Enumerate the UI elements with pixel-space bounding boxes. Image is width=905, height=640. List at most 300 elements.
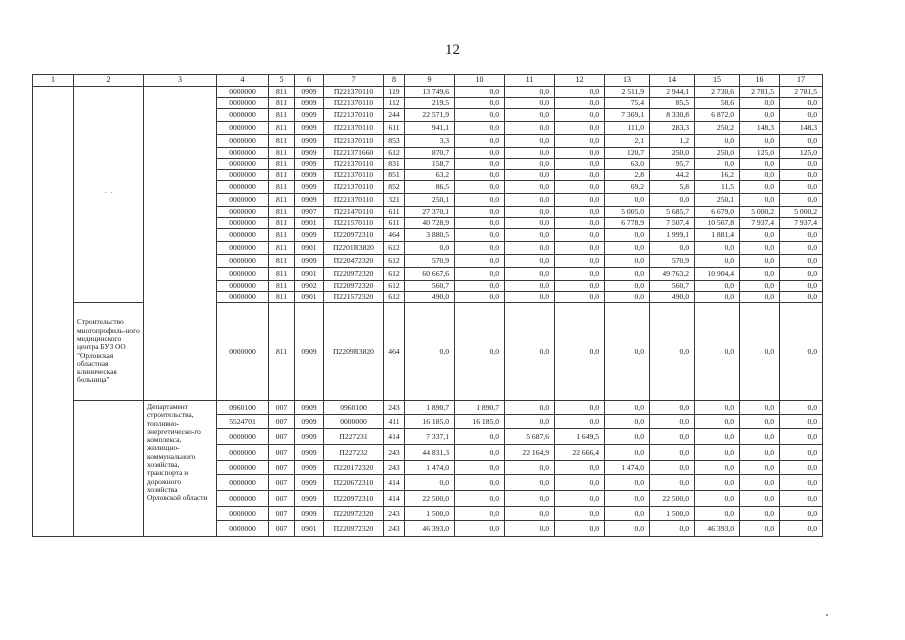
table-cell: 0,0	[555, 229, 605, 242]
table-cell: 250,1	[695, 194, 740, 207]
department-label	[144, 401, 217, 537]
table-cell: 0,0	[650, 415, 695, 429]
table-cell: 5 000,2	[780, 207, 823, 218]
table-cell: 16,2	[695, 170, 740, 181]
table-cell: 7 337,1	[405, 429, 455, 445]
table-cell: 0,0	[455, 429, 505, 445]
table-cell: П220972310	[324, 229, 384, 242]
table-cell: 0,0	[455, 255, 505, 268]
table-cell: 811	[269, 303, 295, 401]
table-cell: 6 778,9	[605, 218, 650, 229]
table-cell: 611	[384, 122, 405, 135]
table-cell: 7 369,1	[605, 109, 650, 122]
table-cell: 0,0	[505, 521, 555, 537]
table-cell: П220972320	[324, 521, 384, 537]
table-cell: 0909	[295, 181, 324, 194]
table-cell: П221370110	[324, 135, 384, 148]
table-cell: 0,0	[605, 491, 650, 507]
table-cell: 0,0	[455, 303, 505, 401]
table-cell: 6 679,0	[695, 207, 740, 218]
table-cell: 219,5	[405, 98, 455, 109]
table-cell: 0,0	[780, 109, 823, 122]
table-cell: 0,0	[740, 507, 780, 521]
table-cell: 811	[269, 148, 295, 159]
table-cell: 0,0	[780, 415, 823, 429]
table-cell: 0901	[295, 292, 324, 303]
table-cell: 1 500,0	[405, 507, 455, 521]
table-cell: 0,0	[505, 401, 555, 415]
table-cell: П221370110	[324, 194, 384, 207]
table-body	[33, 75, 823, 537]
table-cell: 158,7	[405, 159, 455, 170]
table-cell: 0,0	[740, 415, 780, 429]
table-cell: 10 904,4	[695, 268, 740, 281]
table-cell: 612	[384, 242, 405, 255]
table-cell: 007	[269, 491, 295, 507]
table-cell: 244	[384, 109, 405, 122]
table-cell: 0,0	[695, 429, 740, 445]
table-cell: 5 005,0	[605, 207, 650, 218]
table-cell: 0,0	[780, 401, 823, 415]
table-cell: П221370110	[324, 170, 384, 181]
table-cell: 0000000	[217, 491, 269, 507]
table-cell: 0,0	[780, 281, 823, 292]
table-cell: 1 881,4	[695, 229, 740, 242]
table-cell: 0,0	[455, 292, 505, 303]
table-cell: 0,0	[505, 303, 555, 401]
table-cell: 0,0	[605, 194, 650, 207]
table-cell: 0,0	[695, 461, 740, 475]
table-cell: 0000000	[217, 207, 269, 218]
table-cell: 464	[384, 303, 405, 401]
table-cell: 411	[384, 415, 405, 429]
table-cell: 0,0	[505, 229, 555, 242]
table-cell: 0909	[295, 98, 324, 109]
table-cell: 0909	[295, 401, 324, 415]
table-cell: 0,0	[505, 194, 555, 207]
table-cell: 0,0	[650, 401, 695, 415]
table-cell: 0,0	[780, 135, 823, 148]
table-cell: 490,0	[650, 292, 695, 303]
table-cell: 0,0	[555, 218, 605, 229]
table-cell: 6 872,0	[695, 109, 740, 122]
table-cell: 0,0	[455, 148, 505, 159]
table-cell: 1,2	[650, 135, 695, 148]
table-cell: 0,0	[740, 292, 780, 303]
table-cell: 811	[269, 255, 295, 268]
table-cell: 0,0	[740, 229, 780, 242]
table-cell: 125,0	[780, 148, 823, 159]
table-cell: 007	[269, 507, 295, 521]
table-cell: 3 880,5	[405, 229, 455, 242]
table-cell: 007	[269, 445, 295, 461]
table-cell: 811	[269, 109, 295, 122]
table-cell: 0909	[295, 415, 324, 429]
table-cell: 60 667,6	[405, 268, 455, 281]
table-cell: 0,0	[555, 303, 605, 401]
table-cell: 0909	[295, 159, 324, 170]
table-cell: 0,0	[695, 281, 740, 292]
table-cell: 0,0	[740, 475, 780, 491]
table-cell: 811	[269, 135, 295, 148]
table-cell: 0,0	[780, 445, 823, 461]
table-cell: 0,0	[505, 181, 555, 194]
table-cell: 0,0	[505, 207, 555, 218]
column-number: 10	[455, 75, 505, 87]
column-2-cell	[74, 87, 144, 303]
table-cell: 0000000	[217, 475, 269, 491]
table-cell: 0,0	[555, 401, 605, 415]
table-cell: 49 763,2	[650, 268, 695, 281]
table-cell: 63,2	[405, 170, 455, 181]
table-cell: 811	[269, 122, 295, 135]
table-cell: 0000000	[217, 218, 269, 229]
table-cell: 0,0	[695, 242, 740, 255]
table-cell: 0,0	[695, 135, 740, 148]
table-cell: 811	[269, 194, 295, 207]
table-cell: 0,0	[555, 170, 605, 181]
table-cell: 0,0	[780, 255, 823, 268]
scan-marks: · ·	[103, 188, 114, 200]
table-cell: 0000000	[217, 229, 269, 242]
table-cell: 2 781,5	[740, 87, 780, 98]
table-cell: 0901	[295, 521, 324, 537]
table-cell: 611	[384, 218, 405, 229]
table-cell: 612	[384, 281, 405, 292]
table-cell: 0909	[295, 461, 324, 475]
table-cell: П221572320	[324, 292, 384, 303]
table-cell: 0,0	[740, 429, 780, 445]
table-cell: 86,5	[405, 181, 455, 194]
table-cell: 243	[384, 507, 405, 521]
table-cell: 250,2	[695, 122, 740, 135]
table-cell: 0,0	[780, 461, 823, 475]
table-cell: 0,0	[455, 181, 505, 194]
table-cell: 0000000	[217, 461, 269, 475]
table-cell: 0,0	[555, 521, 605, 537]
table-cell: 1 500,0	[650, 507, 695, 521]
table-cell: 0,0	[740, 255, 780, 268]
column-number: 8	[384, 75, 405, 87]
table-cell: 0,0	[780, 292, 823, 303]
table-cell: 0000000	[217, 429, 269, 445]
table-cell: 0907	[295, 207, 324, 218]
table-cell: 0,0	[780, 507, 823, 521]
table-cell: 22 500,0	[405, 491, 455, 507]
column-number: 9	[405, 75, 455, 87]
table-cell: 148,3	[780, 122, 823, 135]
table-cell: 75,4	[605, 98, 650, 109]
table-cell: 11,5	[695, 181, 740, 194]
table-cell: 283,3	[650, 122, 695, 135]
table-cell: 0000000	[217, 170, 269, 181]
table-cell: 0,0	[555, 475, 605, 491]
table-cell: 22 164,9	[505, 445, 555, 461]
table-cell: П220472320	[324, 255, 384, 268]
table-cell: П2209R3820	[324, 303, 384, 401]
page-number: 12	[445, 42, 460, 58]
table-cell: 0,0	[555, 194, 605, 207]
table-cell: 0000000	[217, 98, 269, 109]
table-cell: П221370110	[324, 122, 384, 135]
table-cell: 16 185,0	[455, 415, 505, 429]
table-cell: 0000000	[217, 135, 269, 148]
table-cell: 0,0	[455, 521, 505, 537]
table-cell: 612	[384, 148, 405, 159]
table-cell: 0,0	[605, 521, 650, 537]
table-cell: 0,0	[555, 255, 605, 268]
table-cell: 1 474,0	[405, 461, 455, 475]
table-cell: 0,0	[605, 475, 650, 491]
table-cell: 119	[384, 87, 405, 98]
table-cell: 0,0	[740, 242, 780, 255]
table-cell: 1 474,0	[605, 461, 650, 475]
table-cell: 2 511,9	[605, 87, 650, 98]
table-cell: 0,0	[605, 255, 650, 268]
table-cell: 44,2	[650, 170, 695, 181]
table-cell: 8 330,8	[650, 109, 695, 122]
table-cell: 0000000	[217, 159, 269, 170]
table-cell: 0,0	[455, 98, 505, 109]
table-cell: 2,1	[605, 135, 650, 148]
table-cell: 1 999,1	[650, 229, 695, 242]
table-cell: 0,0	[555, 461, 605, 475]
table-cell: 0,0	[740, 170, 780, 181]
table-cell: 0909	[295, 148, 324, 159]
table-cell: 5 687,6	[505, 429, 555, 445]
table-cell: 250,1	[405, 194, 455, 207]
table-cell: 0901	[295, 218, 324, 229]
table-cell: 0,0	[405, 242, 455, 255]
table-cell: 0,0	[455, 242, 505, 255]
table-cell: 0909	[295, 445, 324, 461]
table-cell: 0,0	[405, 475, 455, 491]
column-number: 6	[295, 75, 324, 87]
table-cell: 811	[269, 170, 295, 181]
table-cell: 0,0	[455, 87, 505, 98]
table-cell: 0000000	[217, 148, 269, 159]
table-cell: 0909	[295, 87, 324, 98]
table-cell: 7 937,4	[740, 218, 780, 229]
table-cell: 16 185,0	[405, 415, 455, 429]
table-cell: 0909	[295, 170, 324, 181]
table-cell: 0,0	[695, 475, 740, 491]
table-cell: 5 685,7	[650, 207, 695, 218]
table-cell: 0,0	[505, 281, 555, 292]
table-cell: 0,0	[650, 242, 695, 255]
table-cell: 0909	[295, 491, 324, 507]
table-cell: 0,0	[740, 445, 780, 461]
table-cell: 007	[269, 401, 295, 415]
table-cell: 2 944,1	[650, 87, 695, 98]
table-cell: 811	[269, 159, 295, 170]
table-cell: 0,0	[650, 429, 695, 445]
department-label-text: Департамент строительства, топливно-энергетическо-го комплекса, жилищно-коммунального хозяйства, транспорта и дорожного хозяйства Орловской области	[147, 402, 208, 503]
table-cell: 811	[269, 87, 295, 98]
table-cell: П220172320	[324, 461, 384, 475]
table-cell: 0,0	[455, 445, 505, 461]
table-cell: 007	[269, 429, 295, 445]
table-cell: 852	[384, 181, 405, 194]
table-cell: 0,0	[650, 445, 695, 461]
table-cell: 0000000	[217, 303, 269, 401]
table-cell: 46 393,0	[695, 521, 740, 537]
table-cell: 0,0	[505, 98, 555, 109]
table-cell: 0,0	[605, 507, 650, 521]
table-cell: 0909	[295, 303, 324, 401]
table-cell: 0,0	[455, 281, 505, 292]
table-cell: 46 393,0	[405, 521, 455, 537]
column-number: 12	[555, 75, 605, 87]
table-cell: 0,0	[455, 159, 505, 170]
table-cell: 0,0	[780, 429, 823, 445]
table-cell: 0,0	[695, 445, 740, 461]
column-number: 13	[605, 75, 650, 87]
table-cell: 243	[384, 445, 405, 461]
table-cell: 27 370,1	[405, 207, 455, 218]
table-cell: 0,0	[695, 292, 740, 303]
table-cell: 0,0	[650, 194, 695, 207]
table-cell: 0,0	[605, 429, 650, 445]
table-row	[33, 401, 823, 415]
table-cell: 0,0	[505, 122, 555, 135]
table-cell: 007	[269, 461, 295, 475]
table-cell: 0000000	[217, 521, 269, 537]
table-cell: 007	[269, 415, 295, 429]
table-cell: 0,0	[505, 475, 555, 491]
table-cell: 0,0	[740, 181, 780, 194]
table-cell: 612	[384, 292, 405, 303]
table-cell: 0000000	[217, 194, 269, 207]
table-cell: 570,9	[405, 255, 455, 268]
table-cell: 0,0	[740, 194, 780, 207]
table-cell: 0,0	[505, 135, 555, 148]
table-cell: 0,0	[455, 229, 505, 242]
column-number: 4	[217, 75, 269, 87]
table-cell: 0,0	[740, 98, 780, 109]
table-cell: П2201R3820	[324, 242, 384, 255]
table-cell: 1 890,7	[455, 401, 505, 415]
table-cell: 0000000	[217, 507, 269, 521]
table-cell: 0,0	[555, 109, 605, 122]
table-cell: 0,0	[555, 87, 605, 98]
table-cell: 85,5	[650, 98, 695, 109]
table-cell: 0,0	[605, 445, 650, 461]
table-cell: 0,0	[695, 401, 740, 415]
table-cell: 0,0	[505, 491, 555, 507]
table-cell: 95,7	[650, 159, 695, 170]
table-cell: 0,0	[740, 268, 780, 281]
table-cell: П221370110	[324, 109, 384, 122]
budget-table	[32, 74, 823, 537]
table-cell: 870,7	[405, 148, 455, 159]
table-cell: 0,0	[605, 415, 650, 429]
construction-label: Строительство многопрофиль-ного медицинского центра БУЗ ОО "Орловская областная клиническая больница"	[74, 303, 144, 401]
table-cell: 0,0	[555, 268, 605, 281]
table-cell: 243	[384, 401, 405, 415]
table-cell: 811	[269, 281, 295, 292]
table-cell: 612	[384, 268, 405, 281]
table-cell: 3,3	[405, 135, 455, 148]
table-cell: 0,0	[455, 122, 505, 135]
table-cell: 414	[384, 475, 405, 491]
table-cell: 560,7	[650, 281, 695, 292]
table-cell: 811	[269, 292, 295, 303]
table-cell: 0909	[295, 475, 324, 491]
column-3-cell	[144, 87, 217, 401]
table-cell: 148,3	[740, 122, 780, 135]
table-cell: 5,8	[650, 181, 695, 194]
table-cell: 0,0	[740, 461, 780, 475]
table-cell: 1 890,7	[405, 401, 455, 415]
table-cell: 0,0	[505, 461, 555, 475]
table-cell: 0,0	[555, 281, 605, 292]
table-cell: 111,0	[605, 122, 650, 135]
header-row	[33, 75, 823, 87]
table-cell: 0,0	[650, 303, 695, 401]
table-cell: 0000000	[217, 281, 269, 292]
table-cell: П220972320	[324, 281, 384, 292]
table-cell: 0,0	[605, 292, 650, 303]
table-cell: 0,0	[605, 303, 650, 401]
table-cell: 0901	[295, 242, 324, 255]
table-cell: 40 728,9	[405, 218, 455, 229]
column-number: 5	[269, 75, 295, 87]
column-1-cell	[33, 87, 74, 537]
table-cell: 0960100	[217, 401, 269, 415]
column-number: 14	[650, 75, 695, 87]
table-cell: 0000000	[217, 255, 269, 268]
table-cell: П221370110	[324, 159, 384, 170]
column-number: 15	[695, 75, 740, 87]
table-cell: 0,0	[505, 87, 555, 98]
table-cell: П221370110	[324, 181, 384, 194]
table-cell: 0,0	[505, 255, 555, 268]
table-cell: 0,0	[405, 303, 455, 401]
table-cell: 560,7	[405, 281, 455, 292]
table-cell: 0,0	[780, 170, 823, 181]
table-cell: 0,0	[505, 170, 555, 181]
table-cell: 0,0	[555, 207, 605, 218]
table-cell: 0,0	[650, 475, 695, 491]
table-cell: 0000000	[217, 87, 269, 98]
table-cell: 69,2	[605, 181, 650, 194]
table-cell: 811	[269, 207, 295, 218]
table-cell: 58,6	[695, 98, 740, 109]
table-cell: 120,7	[605, 148, 650, 159]
table-cell: 0,0	[605, 268, 650, 281]
table-cell: 0,0	[740, 135, 780, 148]
table-cell: 0909	[295, 255, 324, 268]
table-cell: 243	[384, 461, 405, 475]
table-cell: 851	[384, 170, 405, 181]
table-cell: 0,0	[555, 159, 605, 170]
table-cell: 0,0	[695, 415, 740, 429]
table-cell: П227232	[324, 445, 384, 461]
column-number: 17	[780, 75, 823, 87]
column-number: 11	[505, 75, 555, 87]
table-cell: 243	[384, 521, 405, 537]
column-number: 7	[324, 75, 384, 87]
table-cell: 0,0	[455, 109, 505, 122]
table-cell: 0,0	[505, 268, 555, 281]
table-cell: 570,9	[650, 255, 695, 268]
table-cell: 0909	[295, 507, 324, 521]
column-number: 1	[33, 75, 74, 87]
table-cell: 0960100	[324, 401, 384, 415]
table-cell: 63,0	[605, 159, 650, 170]
table-cell: П221370110	[324, 98, 384, 109]
